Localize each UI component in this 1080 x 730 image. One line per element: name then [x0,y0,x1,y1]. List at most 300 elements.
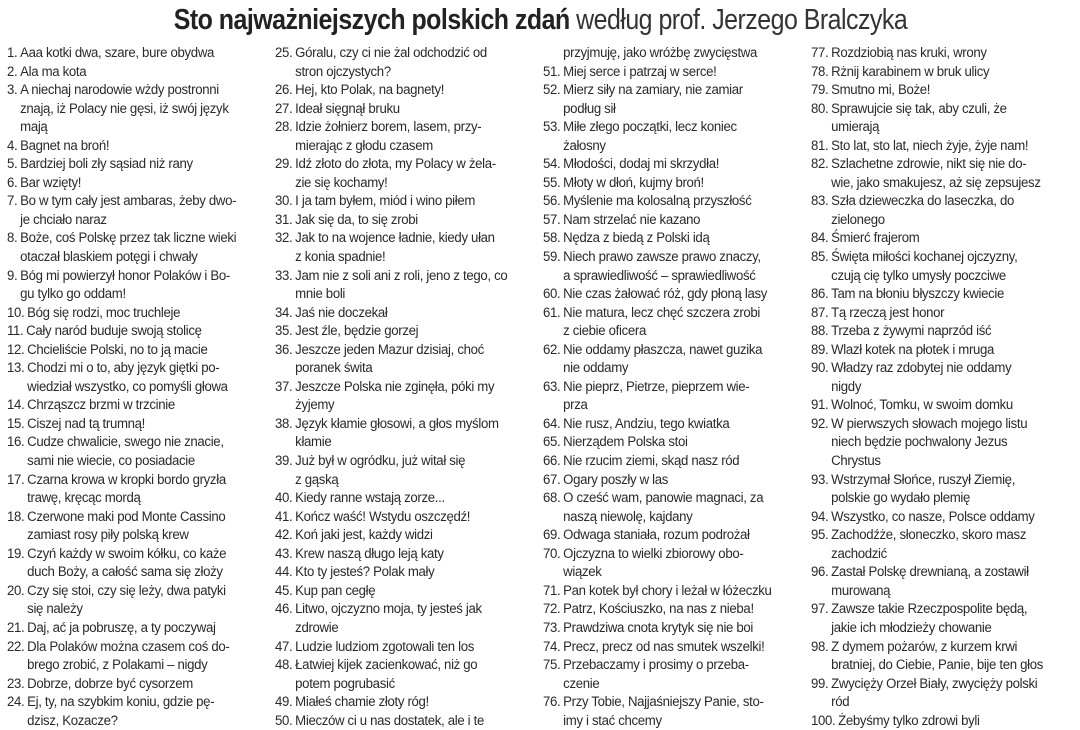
item-text: Smutno mi, Boże! [831,82,931,99]
item-number: 42. [275,527,293,544]
item-text: Mieczów ci u nas dostatek, ale i te [295,712,484,729]
item-number: 1. [7,45,18,61]
list-item [543,304,813,341]
item-text: Cały naród buduje swoją stolicę [26,323,202,340]
item-number: 99. [811,675,829,692]
item-text: Przebaczamy i prosimy o przeba- czenie [563,657,749,692]
item-text: Zwycięży Orzeł Biały, zwycięży polski ród [831,675,1038,711]
item-number: 77. [811,45,829,61]
item-text: Zastał Polskę drewnianą, a zostawił murowaną [831,564,1029,599]
list-item [7,137,277,156]
list-item [543,378,813,415]
item-number: 10. [7,304,25,321]
list-item [543,452,813,471]
item-number: 27. [275,100,293,117]
item-number: 79. [811,82,829,99]
item-text: Aaa kotki dwa, szare, bure obydwa [20,45,215,61]
list-item [7,63,277,82]
list-item [7,433,277,470]
list-item [275,81,545,100]
item-text: W pierwszych słowach mojego listu niech będzie pochwalony Jezus Chrystus [831,415,1028,470]
item-number: 17. [7,471,25,488]
list-item [811,526,1080,563]
item-text: Krew naszą długo leją katy [295,545,444,562]
item-number: 82. [811,156,829,173]
item-text: Czyń każdy w swoim kółku, co każe duch Boży, a całość sama się złoży [27,545,227,581]
list-item [543,526,813,545]
item-number: 37. [275,378,293,395]
item-text: Bardziej boli zły sąsiad niż rany [20,156,193,173]
list-item [7,267,277,304]
list-item [7,675,277,694]
item-number: 97. [811,601,829,618]
list-item [543,81,813,118]
list-item [811,192,1080,229]
list-item [7,545,277,582]
item-number: 59. [543,249,561,266]
item-text: Chcieliście Polski, no to ją macie [27,341,208,358]
item-text: A niechaj narodowie wżdy postronni znają, iż Polacy nie gęsi, iż swój język mają [20,82,229,136]
list-item [7,322,277,341]
item-text: Wstrzymał Słońce, ruszył Ziemię, polskie go wydało plemię [831,471,1016,507]
title-subtitle: według prof. Jerzego Bralczyka [575,4,907,36]
list-item [275,656,545,693]
item-number: 13. [7,360,25,377]
list-item [275,452,545,489]
list-item [811,81,1080,100]
item-text: Odwaga staniała, rozum podrożał [563,527,750,544]
item-text: Nędza z biedą z Polski idą [563,230,710,247]
item-text: Czy się stoi, czy się leży, dwa patyki się należy [27,582,226,618]
list-item [275,155,545,192]
item-number: 47. [275,638,293,655]
item-text: Ej, ty, na szybkim koniu, gdzie pę- dzisz, Kozacze? [27,694,215,729]
item-number: 57. [543,211,561,228]
list-item [275,415,545,452]
list-item [275,322,545,341]
list-item [543,693,813,730]
list-item [7,415,277,434]
list-item [7,192,277,229]
list-item [275,378,545,415]
item-number: 68. [543,490,561,507]
list-item [275,600,545,637]
item-text: Ala ma kota [20,63,87,80]
item-text: Wolnoć, Tomku, w swoim domku [831,397,1013,414]
item-number: 18. [7,508,25,525]
item-text: Bóg mi powierzył honor Polaków i Bo- gu tylko go oddam! [20,267,230,303]
list-item [275,563,545,582]
list-item [7,619,277,638]
item-text: Sprawujcie się tak, aby czuli, że umierają [831,100,1007,136]
item-number: 39. [275,453,293,470]
item-text: Rozdziobią nas kruki, wrony [831,45,987,61]
item-text: Bóg się rodzi, moc truchleje [27,304,181,321]
list-item [7,359,277,396]
item-number: 96. [811,564,829,581]
item-text: Daj, ać ja pobruszę, a ty poczywaj [27,619,216,636]
list-item [275,118,545,155]
list-item [7,638,277,675]
list-item [811,675,1080,712]
item-number: 90. [811,360,829,377]
item-number: 69. [543,527,561,544]
item-number: 7. [7,193,18,210]
item-text: Bagnet na broń! [20,137,110,154]
item-number: 21. [7,619,25,636]
item-number: 36. [275,341,293,358]
list-item [275,526,545,545]
item-number: 9. [7,267,18,284]
item-number: 2. [7,63,18,80]
list-item [811,396,1080,415]
list-item [7,396,277,415]
item-text: Kończ waść! Wstydu oszczędź! [295,508,471,525]
list-item [7,174,277,193]
item-number: 34. [275,304,293,321]
item-number: 38. [275,415,293,432]
list-item [811,44,1080,63]
list-item [811,563,1080,600]
item-number: 51. [543,63,561,80]
item-number: 58. [543,230,561,247]
list-item [543,155,813,174]
item-text: Góralu, czy ci nie żal odchodzić od stron ojczystych? [295,45,487,80]
item-number: 60. [543,286,561,303]
item-number: 76. [543,694,561,711]
item-text: Ogary poszły w las [563,471,669,488]
list-item [811,304,1080,323]
list-item [275,341,545,378]
list-item [811,508,1080,527]
item-text: Jeszcze jeden Mazur dzisiaj, choć poranek świta [295,341,484,377]
item-text: Rżnij karabinem w bruk ulicy [831,63,990,80]
item-text: Nie pieprz, Pietrze, pieprzem wie- prza [563,378,750,414]
item-text: Nie rusz, Andziu, tego kwiatka [563,415,730,432]
item-text: Nie rzucim ziemi, skąd nasz ród [563,453,740,470]
item-text: Myślenie ma kolosalną przyszłość [563,193,752,210]
item-text: Ludzie ludziom zgotowali ten los [295,638,474,655]
item-number: 29. [275,156,293,173]
item-number: 54. [543,156,561,173]
item-number: 20. [7,582,25,599]
item-number: 84. [811,230,829,247]
item-text: Zachodźże, słoneczko, skoro masz zachodzić [831,527,1027,562]
item-number: 52. [543,82,561,99]
list-item [543,638,813,657]
item-number: 91. [811,397,829,414]
list-item [543,415,813,434]
item-number: 88. [811,323,829,340]
item-number: 31. [275,211,293,228]
list-item [7,471,277,508]
item-text: Nie czas żałować róż, gdy płoną lasy [563,286,768,303]
list-item [275,44,545,81]
item-text: Kup pan cegłę [295,582,376,599]
item-number: 19. [7,545,25,562]
item-text: Miłe złego początki, lecz koniec żałosny [563,119,737,154]
list-item [275,304,545,323]
item-text: Prawdziwa cnota krytyk się nie boi [563,619,754,636]
item-text: Młodości, dodaj mi skrzydła! [563,156,720,173]
list-item [7,229,277,266]
list-item [811,471,1080,508]
item-number: 87. [811,304,829,321]
title-main: Sto najważniejszych polskich zdań [173,4,570,36]
item-text: Jaś nie doczekał [295,304,388,321]
list-item [811,155,1080,192]
item-text: Precz, precz od nas smutek wszelki! [563,638,765,655]
item-number: 70. [543,545,561,562]
item-text: Nam strzelać nie kazano [563,211,701,228]
item-number: 62. [543,341,561,358]
item-number: 5. [7,156,18,173]
item-text: Trzeba z żywymi naprzód iść [831,323,992,340]
item-text: Ciszej nad tą trumną! [27,415,146,432]
item-text: Ojczyzna to wielki zbiorowy obo- wiązek [563,545,744,581]
list-item [811,248,1080,285]
item-number: 23. [7,675,25,692]
item-number: 89. [811,341,829,358]
list-item [543,229,813,248]
item-number: 95. [811,527,829,544]
list-item [7,582,277,619]
item-number: 12. [7,341,25,358]
list-item [275,192,545,211]
item-number: 16. [7,434,25,451]
item-number: 72. [543,601,561,618]
list-item [811,712,1080,730]
list-item [275,508,545,527]
item-number: 61. [543,304,561,321]
item-text: Język kłamie głosowi, a głos myślom kłamie [295,415,499,451]
item-number: 50. [275,712,293,729]
item-text: Chrząszcz brzmi w trzcinie [27,397,175,414]
list-item [811,63,1080,82]
item-text: Wszystko, co nasze, Polsce oddamy [831,508,1035,525]
item-text: Przy Tobie, Najjaśniejszy Panie, sto- imy i stać chcemy [563,694,764,729]
item-number: 30. [275,193,293,210]
item-number: 8. [7,230,18,247]
list-item [7,81,277,137]
item-number: 75. [543,657,561,674]
list-column-1 [7,44,277,730]
item-number: 33. [275,267,293,284]
item-number: 45. [275,582,293,599]
item-number: 81. [811,137,829,154]
list-item [811,322,1080,341]
item-number: 94. [811,508,829,525]
list-item [543,63,813,82]
item-text: Miej serce i patrzaj w serce! [563,63,717,80]
item-text: Tą rzeczą jest honor [831,304,945,321]
item-number: 64. [543,415,561,432]
list-item [543,341,813,378]
item-number: 15. [7,415,25,432]
list-item [7,44,277,63]
list-item [275,638,545,657]
list-item [811,341,1080,360]
item-number: 43. [275,545,293,562]
item-text: Ideał sięgnął bruku [295,100,400,117]
item-text: Mierz siły na zamiary, nie zamiar podług sił [563,82,743,117]
item-number: 35. [275,323,293,340]
item-text: Łatwiej kijek zacienkować, niż go potem pogrubasić [295,657,478,692]
list-item-continuation [543,44,813,63]
list-item [543,192,813,211]
item-text: Jam nie z soli ani z roli, jeno z tego, co mnie boli [295,267,508,303]
list-item [811,100,1080,137]
list-item [811,137,1080,156]
item-number: 26. [275,82,293,99]
item-text: Z dymem pożarów, z kurzem krwi bratniej, do Ciebie, Panie, bije ten głos [831,638,1044,674]
item-text: Jeszcze Polska nie zginęła, póki my żyjemy [295,378,495,414]
item-text: Patrz, Kościuszko, na nas z nieba! [563,601,754,618]
item-number: 44. [275,564,293,581]
item-number: 93. [811,471,829,488]
list-item [275,545,545,564]
list-item [543,582,813,601]
item-text: Pan kotek był chory i leżał w łóżeczku [563,582,772,599]
item-number: 55. [543,174,561,191]
item-text: Dobrze, dobrze być cysorzem [27,675,193,692]
item-number: 24. [7,694,25,711]
item-text: O cześć wam, panowie magnaci, za naszą niewolę, kajdany [563,490,764,525]
item-text: Szlachetne zdrowie, nikt się nie do- wie, jako smakujesz, aż się zepsujesz [831,156,1041,191]
list-item [7,304,277,323]
list-item [543,545,813,582]
list-item [543,656,813,693]
list-item [811,229,1080,248]
item-text: Nie matura, lecz chęć szczera zrobi z ciebie oficera [563,304,761,340]
item-text: Idzie żołnierz borem, lasem, przy- mierając z głodu czasem [295,119,482,154]
list-item [811,638,1080,675]
item-text: Władzy raz zdobytej nie oddamy nigdy [831,360,1012,395]
item-text: Dla Polaków można czasem coś do- brego zrobić, z Polakami – nigdy [27,638,230,674]
item-text: Śmierć frajerom [831,230,920,247]
item-number: 41. [275,508,293,525]
list-item [275,712,545,730]
item-text: Tam na błoniu błyszczy kwiecie [831,286,1005,303]
item-number: 67. [543,471,561,488]
list-item [7,341,277,360]
item-number: 11. [7,323,24,340]
item-text: Sto lat, sto lat, niech żyje, żyje nam! [831,137,1029,154]
item-text: Czerwone maki pod Monte Cassino zamiast rosy piły polską krew [27,508,226,544]
item-text: Święta miłości kochanej ojczyzny, czują cię tylko umysły poczciwe [831,249,1018,284]
list-item [543,285,813,304]
list-column-4 [811,44,1080,730]
item-text: przyjmuję, jako wróżbę zwycięstwa [563,45,758,61]
list-item [275,693,545,712]
item-text: Kto ty jesteś? Polak mały [295,564,435,581]
item-number: 28. [275,119,293,136]
item-number: 56. [543,193,561,210]
list-item [275,100,545,119]
item-text: Boże, coś Polskę przez tak liczne wieki otaczał blaskiem potęgi i chwały [20,230,237,266]
item-text: Bar wzięty! [20,174,82,191]
item-text: Zawsze takie Rzeczpospolite będą, jakie ich młodzieży chowanie [831,601,1028,636]
item-text: Szła dzieweczka do laseczka, do zielonego [831,193,1014,228]
item-text: Jak się da, to się zrobi [295,211,418,228]
page-title [0,4,1080,37]
list-item [811,600,1080,637]
item-number: 71. [543,582,561,599]
list-item [811,285,1080,304]
item-text: Czarna krowa w kropki bordo gryzła trawę, kręcąc mordą [27,471,226,507]
item-text: Kiedy ranne wstają zorze... [295,490,445,507]
item-text: Żebyśmy tylko zdrowi byli [838,712,980,729]
item-number: 100. [811,712,836,729]
item-text: Jest źle, będzie gorzej [295,323,419,340]
list-item [543,174,813,193]
item-text: Cudze chwalicie, swego nie znacie, sami nie wiecie, co posiadacie [27,434,224,470]
item-text: Bo w tym cały jest ambaras, żeby dwo- je chciało naraz [20,193,237,228]
item-number: 32. [275,230,293,247]
list-item [543,433,813,452]
list-item [275,229,545,266]
item-text: Niech prawo zawsze prawo znaczy, a sprawiedliwość – sprawiedliwość [563,249,761,284]
list-item [543,600,813,619]
list-item [543,471,813,490]
item-number: 92. [811,415,829,432]
item-number: 65. [543,434,561,451]
item-number: 85. [811,249,829,266]
item-text: Nierządem Polska stoi [563,434,688,451]
item-number: 78. [811,63,829,80]
item-number: 74. [543,638,561,655]
item-number: 83. [811,193,829,210]
item-number: 46. [275,601,293,618]
item-number: 48. [275,657,293,674]
item-text: I ja tam byłem, miód i wino piłem [295,193,476,210]
item-number: 22. [7,638,25,655]
item-number: 86. [811,286,829,303]
item-text: Chodzi mi o to, aby język giętki po- wiedział wszystko, co pomyśli głowa [27,360,228,395]
list-column-3 [543,44,813,730]
item-number: 14. [7,397,25,414]
list-item [543,248,813,285]
list-item [275,489,545,508]
item-text: Wlazł kotek na płotek i mruga [831,341,995,358]
item-text: Jak to na wojence ładnie, kiedy ułan z konia spadnie! [295,230,495,266]
item-text: Już był w ogródku, już witał się z gąską [295,453,466,488]
list-item [275,267,545,304]
item-text: Koń jaki jest, każdy widzi [295,527,433,544]
item-text: Miałeś chamie złoty róg! [295,694,429,711]
item-number: 40. [275,490,293,507]
item-number: 73. [543,619,561,636]
item-number: 80. [811,100,829,117]
item-number: 4. [7,137,18,154]
list-column-2 [275,44,545,730]
item-number: 63. [543,378,561,395]
list-item [811,359,1080,396]
list-item [275,211,545,230]
item-number: 6. [7,174,18,191]
item-number: 3. [7,82,18,99]
list-item [275,582,545,601]
list-item [7,693,277,730]
list-item [543,118,813,155]
list-item [7,508,277,545]
item-text: Hej, kto Polak, na bagnety! [295,82,445,99]
item-text: Młoty w dłoń, kujmy broń! [563,174,704,191]
item-number: 49. [275,694,293,711]
item-text: Litwo, ojczyzno moja, ty jesteś jak zdrowie [295,601,482,636]
list-item [543,211,813,230]
list-item [543,619,813,638]
